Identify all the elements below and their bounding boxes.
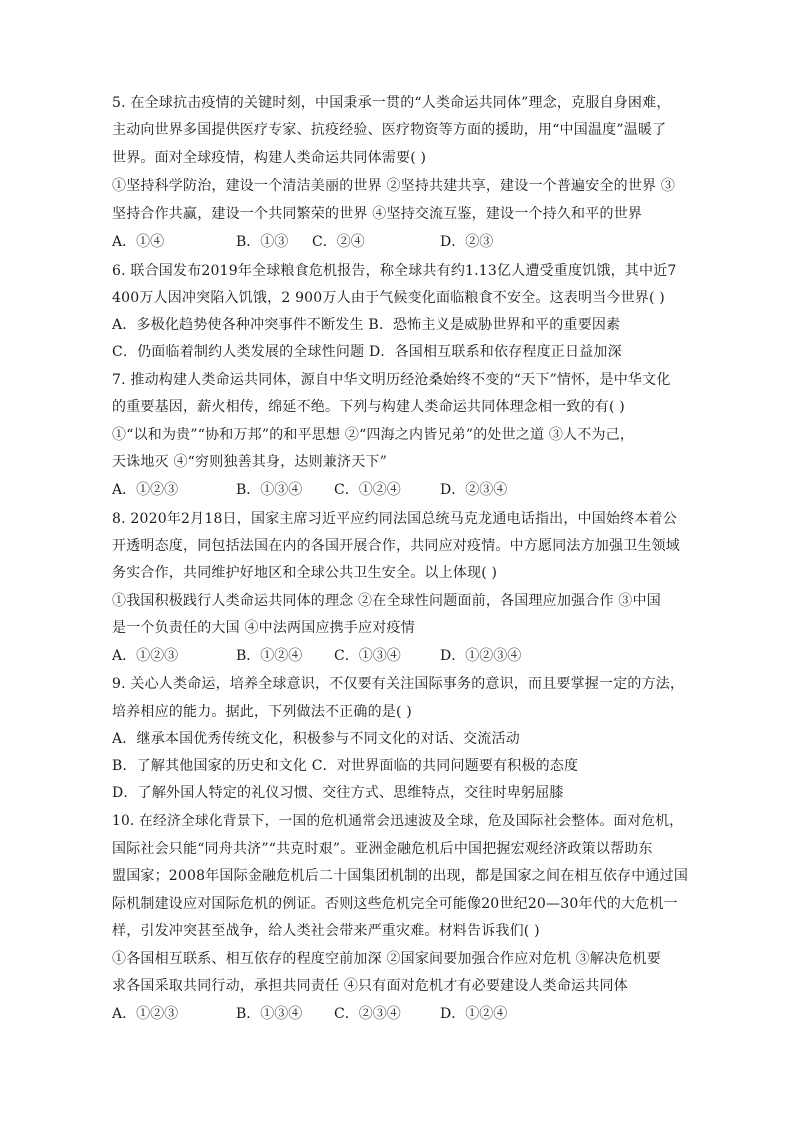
q10-option-a[interactable]: A．①②③ [112, 1006, 179, 1022]
q10-line-1: 10. 在经济全球化背景下，一国的危机通常会迅速波及全球，危及国际社会整体。面对危机， [112, 813, 684, 829]
q10-line-3: 盟国家；2008年国际金融危机后二十国集团机制的出现，都是国家之间在相互依存中通过国 [112, 868, 689, 884]
q10-line-6: ①各国相互联系、相互依存的程度空前加深 ②国家间要加强合作应对危机 ③解决危机要 [112, 951, 661, 967]
q10-option-c[interactable]: C．②③④ [334, 1006, 401, 1022]
q8-option-d[interactable]: D．①②③④ [440, 648, 522, 664]
q8-line-4: ①我国积极践行人类命运共同体的理念 ②在全球性问题面前，各国理应加强合作 ③中国 [112, 593, 661, 609]
q10-line-7: 求各国采取共同行动，承担共同责任 ④只有面对危机才有必要建设人类命运共同体 [112, 978, 628, 994]
q7-line-3: ①“以和为贵”“协和万邦”的和平思想 ②“四海之内皆兄弟”的处世之道 ③人不为己， [112, 427, 635, 443]
q6-options-ab[interactable]: A．多极化趋势使各种冲突事件不断发生 B．恐怖主义是威胁世界和平的重要因素 [112, 317, 621, 333]
q7-option-a[interactable]: A．①②③ [112, 482, 179, 498]
q7-line-1: 7. 推动构建人类命运共同体，源自中华文明历经沧桑始终不变的“天下”情怀，是中华文化 [112, 372, 671, 388]
q5-option-a[interactable]: A．①④ [112, 234, 165, 250]
q8-option-a[interactable]: A．①②③ [112, 648, 179, 664]
q10-line-2: 国际社会只能“同舟共济”“共克时艰”。亚洲金融危机后中国把握宏观经济政策以帮助东 [112, 841, 653, 857]
q5-option-c[interactable]: C．②④ [312, 234, 365, 250]
q6-line-1: 6. 联合国发布2019年全球粮食危机报告，称全球共有约1.13亿人遭受重度饥饿，其中近7 [112, 263, 677, 279]
q10-option-d[interactable]: D．①②④ [440, 1006, 508, 1022]
q7-line-4: 天诛地灭 ④“穷则独善其身，达则兼济天下” [112, 454, 387, 470]
q10-line-4: 际机制建设应对国际危机的例证。否则这些危机完全可能像20世纪20—30年代的大危机一 [112, 896, 678, 912]
q9-option-d[interactable]: D．了解外国人特定的礼仪习惯、交往方式、思维特点，交往时卑躬屈膝 [112, 785, 564, 801]
q8-line-1: 8. 2020年2月18日，国家主席习近平应约同法国总统马克龙通电话指出，中国始终本着公 [112, 511, 677, 527]
q8-line-3: 务实合作，共同维护好地区和全球公共卫生安全。以上体现( ) [112, 565, 498, 581]
q8-line-5: 是一个负责任的大国 ④中法两国应携手应对疫情 [112, 620, 415, 636]
q5-line-3: 世界。面对全球疫情，构建人类命运共同体需要( ) [112, 150, 427, 166]
q5-line-5: 坚持合作共赢，建设一个共同繁荣的世界 ④坚持交流互鉴，建设一个持久和平的世界 [112, 206, 643, 222]
q6-line-2: 400万人因冲突陷入饥饿，2 900万人由于气候变化面临粮食不安全。这表明当今世界( ) [112, 290, 665, 306]
q5-option-d[interactable]: D．②③ [440, 234, 494, 250]
q8-line-2: 开透明态度，同包括法国在内的各国开展合作，共同应对疫情。中方愿同法方加强卫生领域 [112, 538, 680, 554]
q5-option-b[interactable]: B．①③ [236, 234, 289, 250]
q7-option-b[interactable]: B．①③④ [236, 482, 303, 498]
q5-line-2: 主动向世界多国提供医疗专家、抗疫经验、医疗物资等方面的援助，用“中国温度”温暖了 [112, 122, 667, 138]
q7-line-2: 的重要基因，薪火相传，绵延不绝。下列与构建人类命运共同体理念相一致的有( ) [112, 399, 625, 415]
q9-line-1: 9. 关心人类命运，培养全球意识，不仅要有关注国际事务的意识，而且要掌握一定的方法， [112, 676, 685, 692]
q7-option-c[interactable]: C．①②④ [334, 482, 401, 498]
q10-option-b[interactable]: B．①③④ [236, 1006, 303, 1022]
q8-option-c[interactable]: C．①③④ [334, 648, 401, 664]
q8-option-b[interactable]: B．①②④ [236, 648, 303, 664]
q6-options-cd[interactable]: C．仍面临着制约人类发展的全球性问题 D．各国相互联系和依存程度正日益加深 [112, 344, 622, 360]
q9-line-2: 培养相应的能力。据此，下列做法不正确的是( ) [112, 704, 412, 720]
q9-options-bc[interactable]: B．了解其他国家的历史和文化 C．对世界面临的共同问题要有积极的态度 [112, 758, 579, 774]
q5-line-1: 5. 在全球抗击疫情的关键时刻，中国秉承一贯的“人类命运共同体”理念，克服自身困难， [112, 95, 671, 111]
q10-line-5: 样，引发冲突甚至战争，给人类社会带来严重灾难。材料告诉我们( ) [112, 923, 540, 939]
q5-line-4: ①坚持科学防治，建设一个清洁美丽的世界 ②坚持共建共享，建设一个普遍安全的世界 ③ [112, 178, 676, 194]
q9-option-a[interactable]: A．继承本国优秀传统文化，积极参与不同文化的对话、交流活动 [112, 731, 520, 747]
q7-option-d[interactable]: D．②③④ [440, 482, 508, 498]
